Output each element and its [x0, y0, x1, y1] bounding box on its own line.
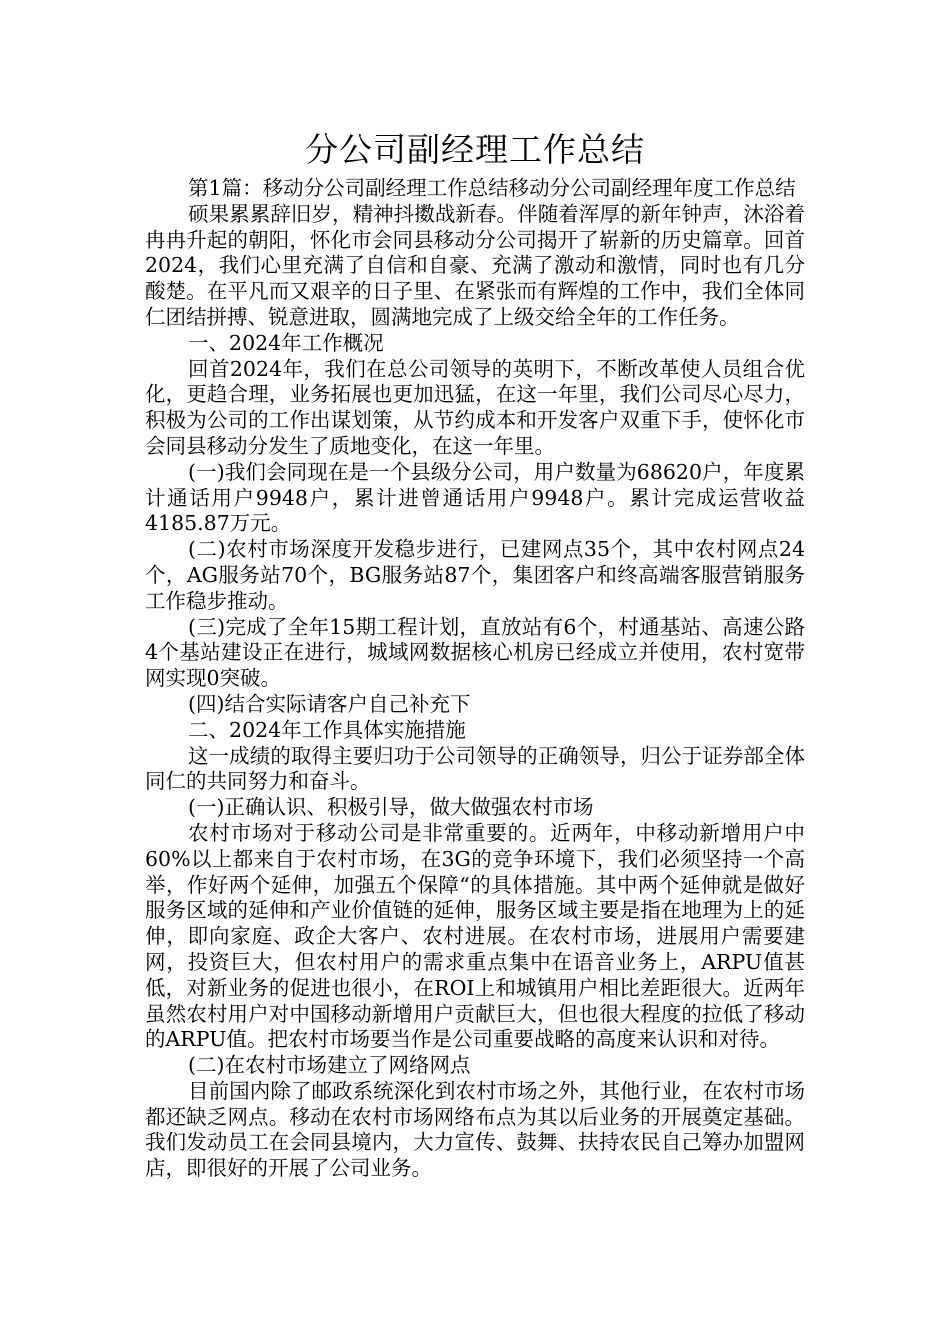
- paragraph-item-3: (三)完成了全年15期工程计划，直放站有6个，村通基站、高速公路4个基站建设正在进行，城域网数据核心机房已经成立并使用，农村宽带网实现0突破。: [145, 614, 805, 691]
- paragraph-item-1: (一)我们会同现在是一个县级分公司，用户数量为68620户，年度累计通话用户9948户，累计进曾通话用户9948户。累计完成运营收益4185.87万元。: [145, 459, 805, 536]
- subheading-network-points: (二)在农村市场建立了网络网点: [188, 1053, 471, 1078]
- paragraph-network-points: 目前国内除了邮政系统深化到农村市场之外，其他行业，在农村市场都还缺乏网点。移动在农村市场网络布点为其以后业务的开展奠定基础。我们发动员工在会同县境内，大力宣传、鼓舞、扶持农民自己筹办加盟网店，即很好的开展了公司业务。: [145, 1078, 805, 1181]
- paragraph-rural-market: 农村市场对于移动公司是非常重要的。近两年，中移动新增用户中60%以上都来自于农村市场，在3G的竞争环境下，我们必须坚持一个高举，作好两个延伸，加强五个保障“的具体措施。其中两个延伸就是做好服务区域的延伸和产业价值链的延伸，服务区域主要是指在地理为上的延伸，即向家庭、政企大客户、农村进展。在农村市场，进展用户需要建网，投资巨大，但农村用户的需求重点集中在语音业务上，ARPU值甚低，对新业务的促进也很小，在ROI上和城镇用户相比差距很大。近两年虽然农村用户对中国移动新增用户贡献巨大，但也很大程度的拉低了移动的ARPU值。把农村市场要当作是公司重要战略的高度来认识和对待。: [145, 820, 805, 1052]
- subheading-rural-market: (一)正确认识、积极引导，做大做强农村市场: [188, 795, 594, 820]
- section-heading-measures: 二、2024年工作具体实施措施: [188, 717, 466, 742]
- paragraph-measures-intro: 这一成绩的取得主要归功于公司领导的正确领导，归公于证券部全体同仁的共同努力和奋斗。: [145, 743, 805, 794]
- section-heading-overview: 一、2024年工作概况: [188, 330, 384, 355]
- document-title: 分公司副经理工作总结: [305, 130, 645, 169]
- section-heading-article: 第1篇：移动分公司副经理工作总结移动分公司副经理年度工作总结: [188, 176, 796, 200]
- paragraph-item-4: (四)结合实际请客户自己补充下: [188, 691, 471, 716]
- paragraph-intro: 硕果累累辞旧岁，精神抖擞战新春。伴随着浑厚的新年钟声，沐浴着冉冉升起的朝阳，怀化市会同县移动分公司揭开了崭新的历史篇章。回首2024，我们心里充满了自信和自豪、充满了激动和激情，同时也有几分酸楚。在平凡而又艰辛的日子里、在紧张而有辉煌的工作中，我们全体同仁团结拼搏、锐意进取，圆满地完成了上级交给全年的工作任务。: [145, 201, 805, 329]
- paragraph-item-2: (二)农村市场深度开发稳步进行，已建网点35个，其中农村网点24个，AG服务站70个，BG服务站87个，集团客户和终高端客服营销服务工作稳步推动。: [145, 537, 805, 613]
- paragraph-overview: 回首2024年，我们在总公司领导的英明下，不断改革使人员组合优化，更趋合理，业务拓展也更加迅猛，在这一年里，我们公司尽心尽力，积极为公司的工作出谋划策，从节约成本和开发客户双重下手，使怀化市会同县移动分发生了质地变化，在这一年里。: [145, 356, 805, 458]
- document-page: [145, 128, 805, 1182]
